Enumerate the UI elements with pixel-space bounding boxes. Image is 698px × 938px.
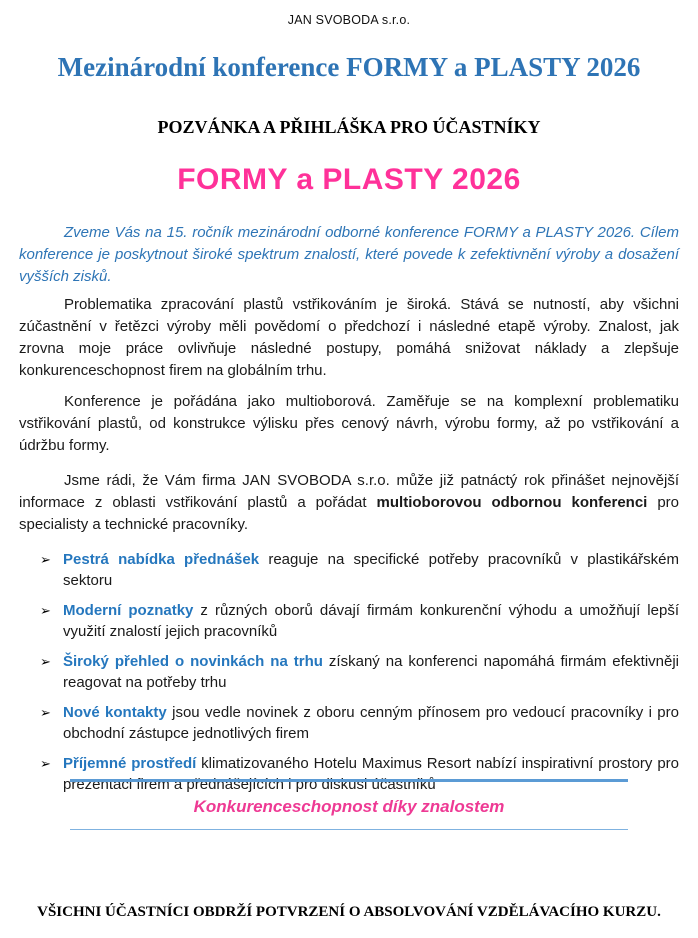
bullet-lead-text: Široký přehled o novinkách na trhu bbox=[63, 653, 323, 670]
document-title: Mezinárodní konference FORMY a PLASTY 2026 bbox=[57, 52, 641, 82]
invitation-subtitle: POZVÁNKA A PŘIHLÁŠKA PRO ÚČASTNÍKY bbox=[157, 117, 541, 137]
bullet-lead-text: Nové kontakty bbox=[63, 704, 167, 721]
bullet-body-text: z různých oborů dávají firmám konkurenční výhodu a umožňují lepší využití znalostí jejich pracovníků bbox=[63, 602, 679, 640]
arrow-bullet-icon: ➢ bbox=[40, 705, 51, 720]
body-paragraph-3 bbox=[0, 470, 698, 536]
arrow-bullet-icon: ➢ bbox=[40, 654, 51, 669]
company-name: JAN SVOBODA s.r.o. bbox=[287, 13, 411, 27]
body-paragraph-2: Konference je pořádána jako multioborová. Zaměřuje se na komplexní problematiku vstřikování plastů, od konstrukce výlisku přes cenový návrh, výrobu formy, až po vstřikování a údržbu formy. bbox=[19, 393, 679, 454]
divider-top bbox=[70, 779, 628, 782]
paragraph-text: Jsme rádi, že Vám firma JAN SVOBODA s.r.o. může již patnáctý rok přinášet nejnovější informace z oblasti vstřikování plastů a pořádat bbox=[19, 472, 679, 511]
list-item bbox=[19, 549, 679, 591]
arrow-bullet-icon: ➢ bbox=[40, 552, 51, 567]
list-item bbox=[19, 702, 679, 744]
certificate-note: VŠICHNI ÚČASTNÍCI OBDRŽÍ POTVRZENÍ O ABSOLVOVÁNÍ VZDĚLÁVACÍHO KURZU. bbox=[37, 904, 661, 920]
intro-paragraph: Zveme Vás na 15. ročník mezinárodní odborné konference FORMY a PLASTY 2026. Cílem konference je poskytnout široké spektrum znalostí, které povede k zefektivnění výroby a dosažení vyšších zisků. bbox=[19, 224, 679, 285]
bullet-body-text: reaguje na specifické potřeby pracovníků v plastikářském sektoru bbox=[63, 551, 679, 589]
paragraph-bold-phrase: multioborovou odbornou konferenci bbox=[376, 494, 648, 511]
bullet-body-text: klimatizovaného Hotelu Maximus Resort nabízí inspirativní prostory pro prezentaci firem a přednášejících i pro diskusi účastníků bbox=[63, 755, 679, 793]
arrow-bullet-icon: ➢ bbox=[40, 756, 51, 771]
bullet-lead-text: Pestrá nabídka přednášek bbox=[63, 551, 260, 568]
list-item bbox=[19, 651, 679, 693]
bullet-lead-text: Moderní poznatky bbox=[63, 602, 194, 619]
slogan-text: Konkurenceschopnost díky znalostem bbox=[193, 797, 505, 816]
bullet-body-text: získaný na konferenci napomáhá firmám efektivněji reagovat na potřeby trhu bbox=[63, 653, 679, 691]
arrow-bullet-icon: ➢ bbox=[40, 603, 51, 618]
event-title: FORMY a PLASTY 2026 bbox=[177, 163, 521, 196]
list-item bbox=[19, 600, 679, 642]
bullet-body-text: jsou vedle novinek z oboru cenným přínosem pro vedoucí pracovníky i pro obchodní zástupce jednotlivých firem bbox=[63, 704, 679, 742]
bullet-lead-text: Příjemné prostředí bbox=[63, 755, 197, 772]
slogan-section bbox=[70, 779, 628, 830]
body-paragraph-1: Problematika zpracování plastů vstřikováním je široká. Stává se nutností, aby všichni zúčastnění v řetězci výroby měli povědomí o předchozí i následné etapě výroby. Znalost, jak zrovna moje práce ovlivňuje následné postupy, pomáhá snižovat náklady a zlepšuje konkurenceschopnost firem na globálním trhu. bbox=[19, 296, 679, 379]
benefits-list bbox=[0, 549, 698, 795]
paragraph-text: pro specialisty a technické pracovníky. bbox=[19, 494, 680, 533]
divider-bottom bbox=[70, 829, 628, 830]
